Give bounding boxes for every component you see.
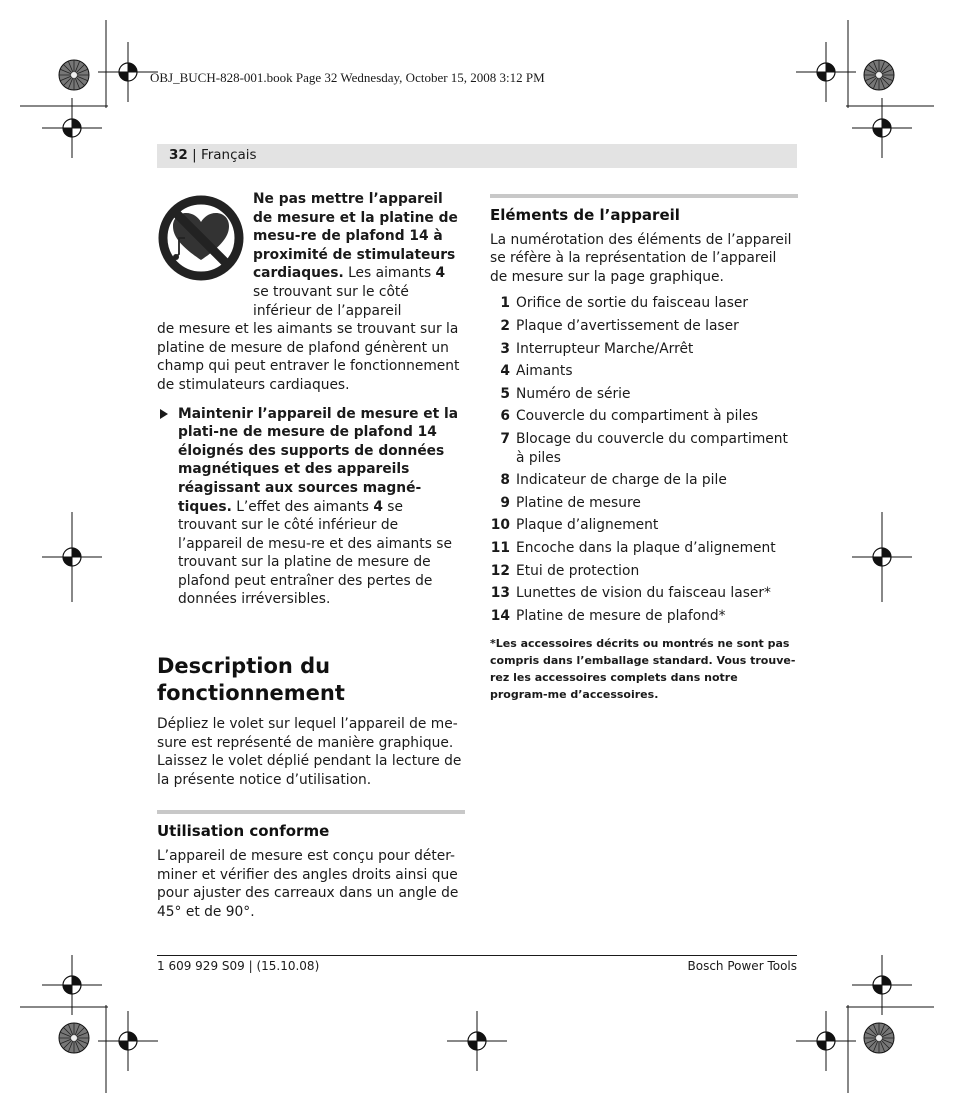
bullet-text-2: se trouvant sur le côté inférieur de l’appareil de mesu-re et des aimants se trouvant sur la platine de mesure de plafond peut entraîner des pertes de données irréversibles. <box>178 498 452 608</box>
section-divider <box>490 194 798 198</box>
header-separator: | <box>187 147 201 163</box>
warning-text-1: Les aimants <box>348 265 436 282</box>
item-label: Numéro de série <box>516 385 631 402</box>
parts-list <box>490 294 798 625</box>
list-item <box>490 385 798 404</box>
header-text <box>169 147 257 163</box>
section-divider <box>157 810 465 814</box>
bullet-triangle-icon <box>160 409 168 419</box>
item-number: 5 <box>500 385 510 402</box>
list-item <box>490 539 798 558</box>
list-item <box>490 340 798 359</box>
list-item <box>490 516 798 535</box>
warning-ref: 4 <box>435 265 446 282</box>
book-info: OBJ_BUCH-828-001.book Page 32 Wednesday, October 15, 2008 3:12 PM <box>150 70 545 85</box>
item-number: 10 <box>490 517 510 534</box>
item-number: 8 <box>500 472 510 489</box>
item-label: Orifice de sortie du faisceau laser <box>516 295 749 312</box>
item-label: Plaque d’alignement <box>516 517 659 534</box>
list-item <box>490 494 798 513</box>
list-item <box>490 471 798 490</box>
section-title-description <box>157 653 465 707</box>
sub-title-utilisation: Utilisation conforme <box>157 822 330 841</box>
item-label: Indicateur de charge de la pile <box>516 472 727 489</box>
warning-text-2: se trouvant sur le côté inférieur de l’appareil <box>253 283 409 319</box>
warning-block <box>157 190 465 395</box>
elements-intro: La numérotation des éléments de l’appareil se réfère à la représentation de l’appareil de mesure sur la page graphique. <box>490 231 792 285</box>
item-number: 11 <box>490 539 510 556</box>
bullet-block <box>157 405 465 610</box>
item-label: Interrupteur Marche/Arrêt <box>516 340 694 357</box>
item-label: Plaque d’avertissement de laser <box>516 317 739 334</box>
list-item <box>490 562 798 581</box>
footer-divider <box>157 955 797 956</box>
list-item <box>490 317 798 336</box>
warning-bold: Ne pas mettre l’appareil de mesure et la platine de mesu-re de plafond 14 à proximité de stimulateurs cardiaques. <box>253 191 458 282</box>
item-label: Couvercle du compartiment à piles <box>516 408 759 425</box>
item-number: 13 <box>490 585 510 602</box>
footer-brand: Bosch Power Tools <box>687 959 797 973</box>
section-title-line-2: fonctionnement <box>157 681 345 706</box>
item-number: 7 <box>500 430 510 447</box>
bullet-text-1: L’effet des aimants <box>231 498 374 515</box>
item-number: 6 <box>500 408 510 425</box>
item-number: 14 <box>490 607 510 624</box>
accessories-footnote: *Les accessoires décrits ou montrés ne sont pas compris dans l’emballage standard. Vous trouve-rez les accessoires complets dans notre program-me d’accessoires. <box>490 637 796 702</box>
item-number: 3 <box>500 340 510 357</box>
item-label: Platine de mesure <box>516 494 641 511</box>
list-item <box>490 362 798 381</box>
no-pacemaker-icon <box>157 194 245 282</box>
left-column <box>157 190 465 921</box>
item-number: 12 <box>490 562 510 579</box>
description-text: Dépliez le volet sur lequel l’appareil de me-sure est représenté de manière graphique. Laissez le volet déplié pendant la lecture de la présente notice d’utilisation. <box>157 716 462 788</box>
item-label: Encoche dans la plaque d’alignement <box>516 539 776 556</box>
item-number: 1 <box>500 295 510 312</box>
item-label: Blocage du couvercle du compartiment à piles <box>516 430 788 466</box>
warning-continuation: de mesure et les aimants se trouvant sur la platine de mesure de plafond génèrent un champ qui peut entraver le fonctionnement de stimulateurs cardiaques. <box>157 321 460 393</box>
footer-doc-number: 1 609 929 S09 | (15.10.08) <box>157 959 320 973</box>
bullet-bold: Maintenir l’appareil de mesure et la plati-ne de mesure de plafond 14 éloignés des supports de données magnétiques et des appareils réagissant aux sources magné-tiques. <box>178 405 459 515</box>
bullet-ref: 4 <box>373 498 383 515</box>
list-item <box>490 584 798 603</box>
list-item <box>490 294 798 313</box>
item-label: Platine de mesure de plafond* <box>516 607 726 624</box>
item-label: Aimants <box>516 363 573 380</box>
page-header <box>157 144 797 168</box>
section-title-line-1: Description du <box>157 654 331 679</box>
page-number: 32 <box>169 147 188 163</box>
sub-title-elements: Eléments de l’appareil <box>490 206 680 224</box>
item-label: Lunettes de vision du faisceau laser* <box>516 585 771 602</box>
list-item <box>490 407 798 426</box>
item-label: Etui de protection <box>516 562 640 579</box>
header-language: Français <box>200 147 257 163</box>
right-column <box>490 194 798 703</box>
item-number: 2 <box>500 317 510 334</box>
warning-text <box>253 190 465 320</box>
list-item <box>490 430 798 467</box>
item-number: 9 <box>500 494 510 511</box>
utilisation-text: L’appareil de mesure est conçu pour déter-miner et vérifier des angles droits ainsi que pour ajuster des carreaux dans un angle de 45° et de 90°. <box>157 848 459 920</box>
list-item <box>490 607 798 626</box>
item-number: 4 <box>500 363 510 380</box>
